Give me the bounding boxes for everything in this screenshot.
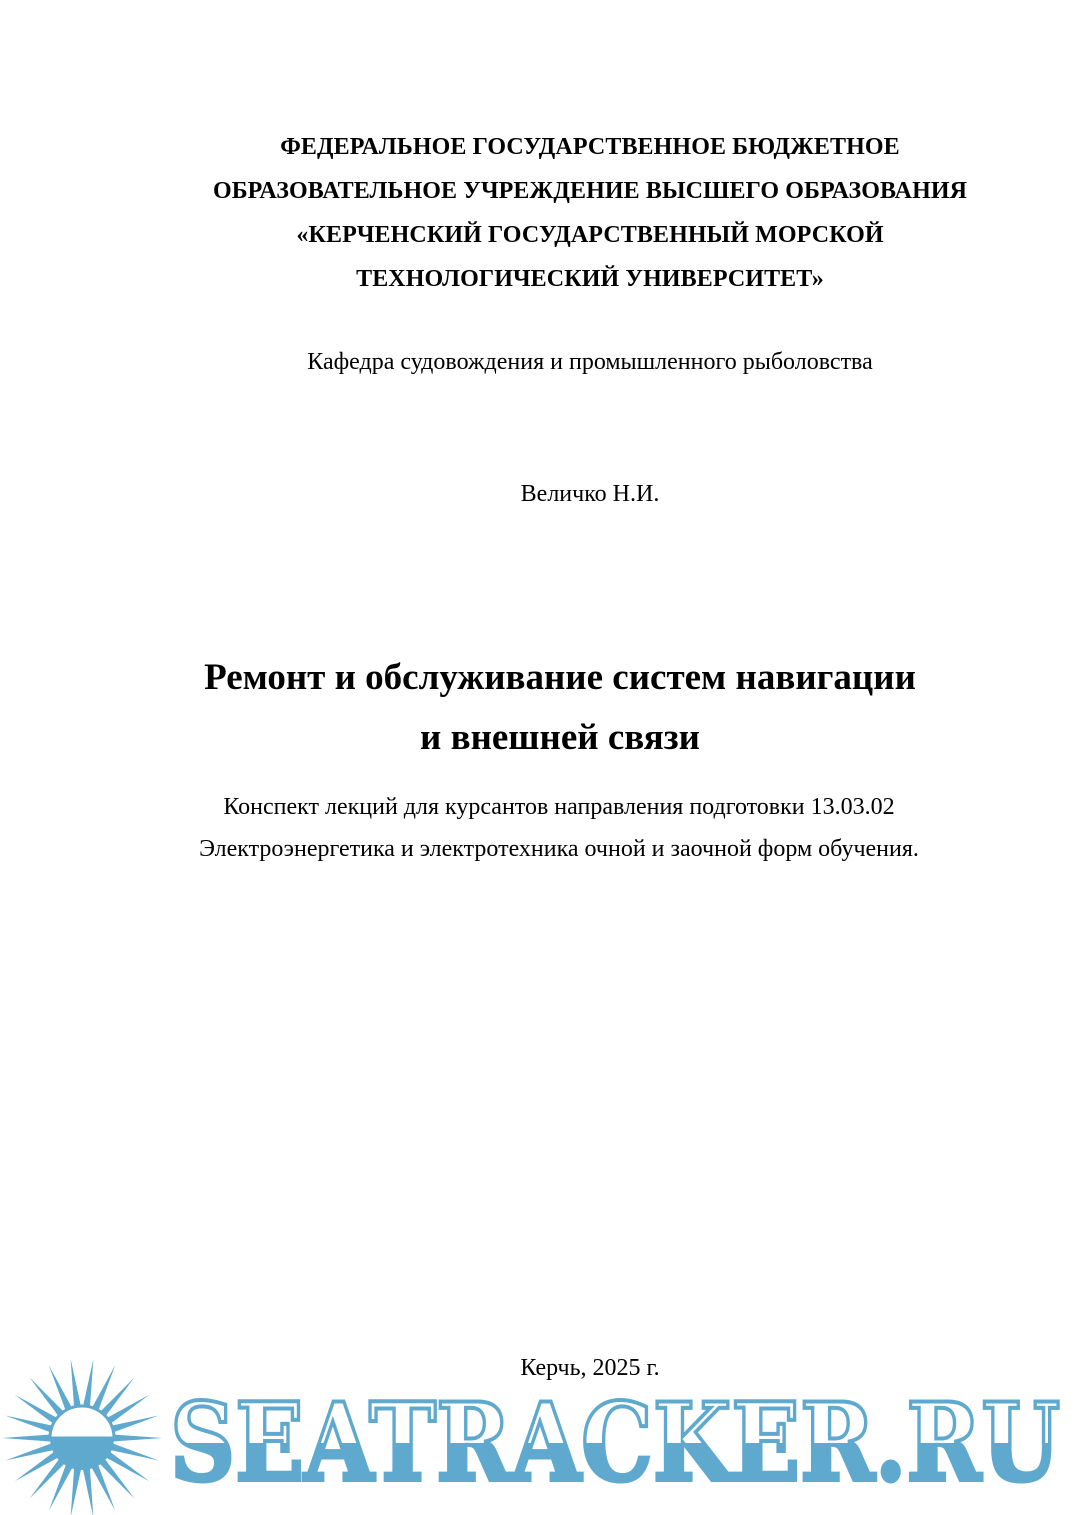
sun-ray [99,1458,135,1498]
title-line: Ремонт и обслуживание систем навигации [204,657,916,698]
institution-header [100,125,1080,301]
sun-ray [112,1434,162,1441]
header-line: ОБРАЗОВАТЕЛЬНОЕ УЧРЕЖДЕНИЕ ВЫСШЕГО ОБРАЗОВАНИЯ [212,178,968,204]
sun-ray [83,1359,94,1409]
document-subtitle [0,786,1080,870]
sun-ray [99,1378,135,1418]
title-line: и внешней связи [420,717,700,758]
sun-ray [83,1467,94,1515]
author-name: Величко Н.И. [520,481,660,507]
document-title [40,648,1080,768]
city-year: Керчь, 2025 г. [520,1355,660,1381]
sun-ray [30,1458,66,1498]
sun-ray [71,1467,82,1515]
header-line: ТЕХНОЛОГИЧЕСКИЙ УНИВЕРСИТЕТ» [356,266,824,292]
sun-ray [30,1378,66,1418]
sun-ray [71,1359,82,1409]
header-line: «КЕРЧЕНСКИЙ ГОСУДАРСТВЕННЫЙ МОРСКОЙ [296,222,884,248]
subtitle-line: Конспект лекций для курсантов направления подготовки 13.03.02 [223,794,895,820]
sun-rays-icon [2,1359,162,1515]
subtitle-line: Электроэнергетика и электротехника очной и заочной форм обучения. [199,836,919,862]
watermark-text: SEATRACKER.RU [170,1380,1060,1506]
department-name: Кафедра судовождения и промышленного рыболовства [307,349,873,375]
watermark [0,1355,1080,1515]
sun-ray [2,1434,52,1441]
header-line: ФЕДЕРАЛЬНОЕ ГОСУДАРСТВЕННОЕ БЮДЖЕТНОЕ [280,134,900,160]
